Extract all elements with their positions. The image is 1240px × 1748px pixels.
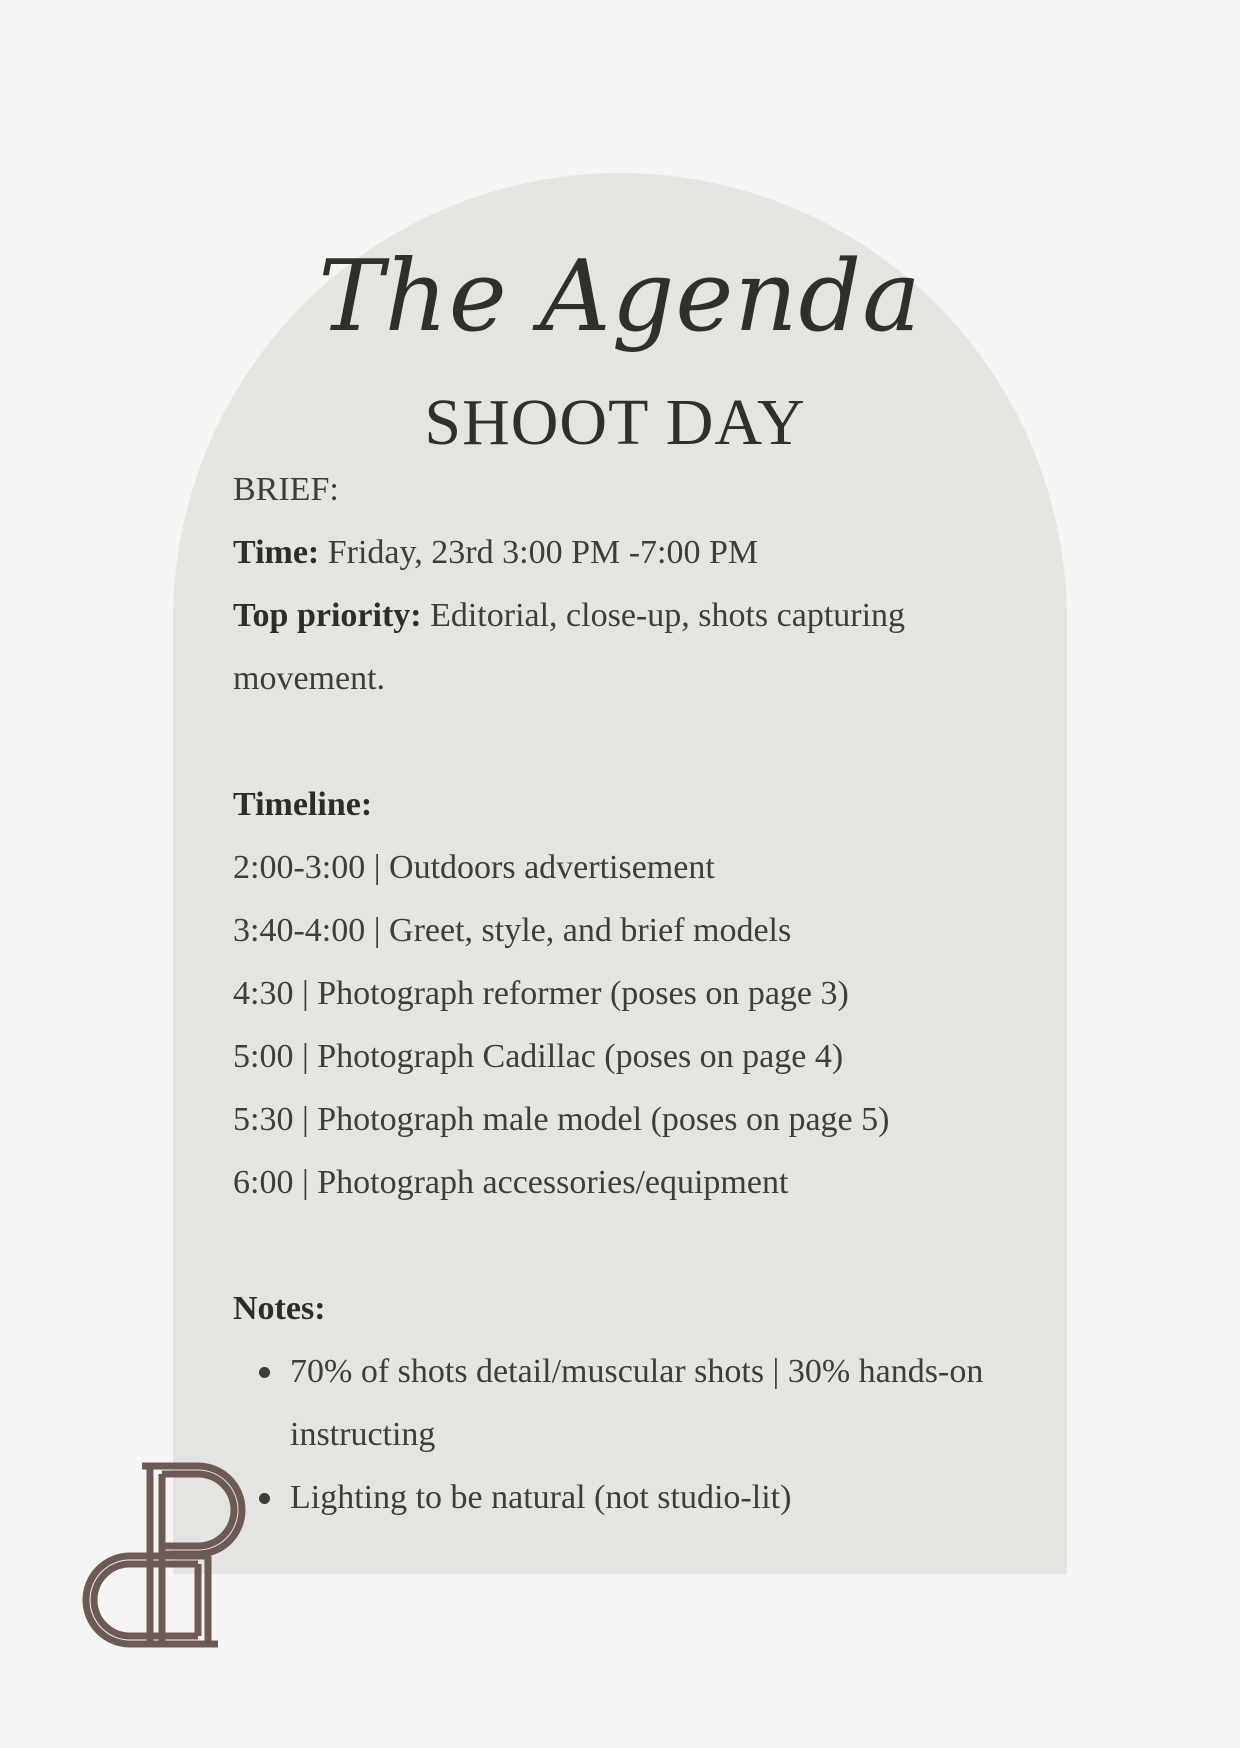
timeline-item: 6:00 | Photograph accessories/equipment bbox=[233, 1164, 789, 1201]
timeline-heading: Timeline: bbox=[233, 786, 373, 823]
monogram-logo-icon bbox=[80, 1462, 280, 1648]
priority-row bbox=[233, 584, 1033, 710]
priority-value: Editorial, close-up, shots capturing movement. bbox=[233, 597, 906, 697]
notes-heading: Notes: bbox=[233, 1290, 326, 1327]
brief-heading: BRIEF: bbox=[233, 471, 339, 508]
page-title: The Agenda bbox=[318, 240, 922, 354]
time-value: Friday, 23rd 3:00 PM -7:00 PM bbox=[319, 534, 759, 571]
notes-list bbox=[233, 1340, 1033, 1529]
timeline-item: 2:00-3:00 | Outdoors advertisement bbox=[233, 849, 715, 886]
time-label: Time: bbox=[233, 534, 320, 571]
timeline-item: 3:40-4:00 | Greet, style, and brief models bbox=[233, 912, 792, 949]
notes-item: 70% of shots detail/muscular shots | 30% hands-on instructing bbox=[290, 1340, 1033, 1466]
agenda-content bbox=[233, 458, 1033, 1529]
priority-label: Top priority: bbox=[233, 597, 422, 634]
page-subtitle: SHOOT DAY bbox=[424, 386, 806, 459]
spacer bbox=[233, 710, 1033, 773]
spacer bbox=[233, 1214, 1033, 1277]
timeline-item: 5:30 | Photograph male model (poses on page 5) bbox=[233, 1101, 890, 1138]
time-row bbox=[233, 521, 1033, 584]
notes-item: Lighting to be natural (not studio-lit) bbox=[290, 1466, 1033, 1529]
timeline-item: 4:30 | Photograph reformer (poses on page 3) bbox=[233, 975, 849, 1012]
timeline-item: 5:00 | Photograph Cadillac (poses on page 4) bbox=[233, 1038, 844, 1075]
